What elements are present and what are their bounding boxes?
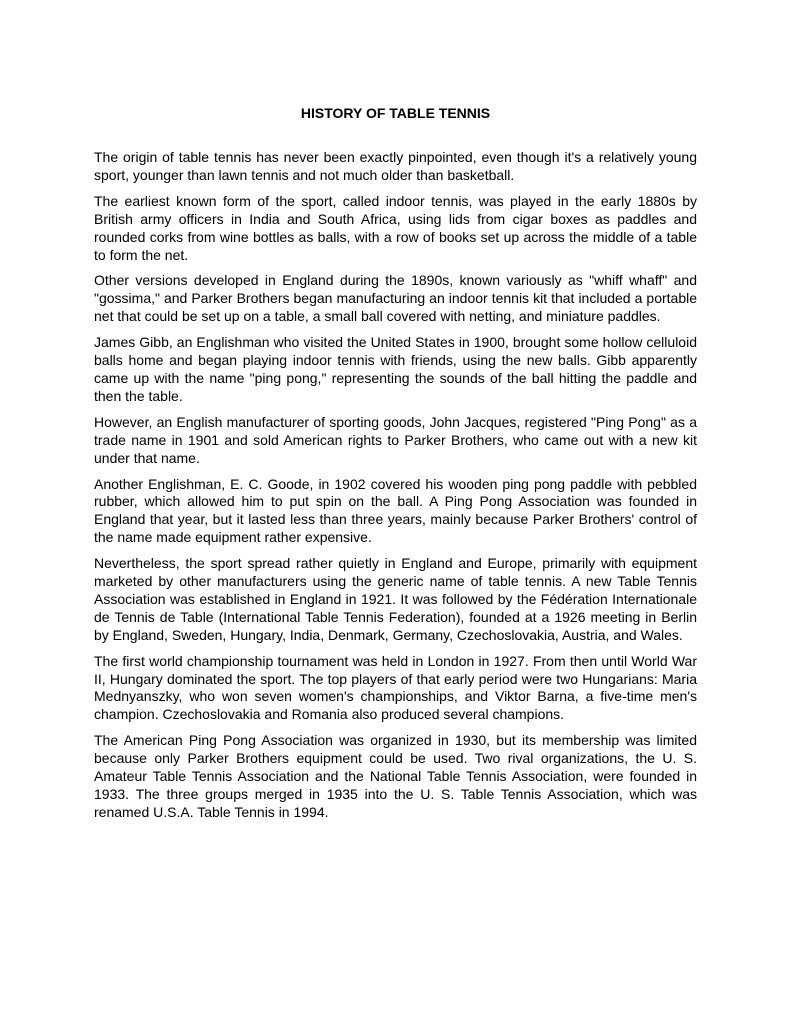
document-page [94,104,697,830]
paragraph-spread-europe: Nevertheless, the sport spread rather quietly in England and Europe, primarily with equipment marketed by other manufacturers using the generic name of table tennis. A new Table Tennis Association was established in England in 1921. It was followed by the Fédération Internationale de Tennis de Table (International Table Tennis Federation), founded at a 1926 meeting in Berlin by England, Sweden, Hungary, India, Denmark, Germany, Czechoslovakia, Austria, and Wales. [94,555,697,643]
paragraph-indoor-tennis: The earliest known form of the sport, called indoor tennis, was played in the early 1880s by British army officers in India and South Africa, using lids from cigar boxes as paddles and rounded corks from wine bottles as balls, with a row of books set up across the middle of a table to form the net. [94,192,697,263]
paragraph-1890s-versions: Other versions developed in England during the 1890s, known variously as "whiff whaff" and "gossima," and Parker Brothers began manufacturing an indoor tennis kit that included a portable net that could be set up on a table, a small ball covered with netting, and miniature paddles. [94,272,697,325]
paragraph-john-jacques: However, an English manufacturer of sporting goods, John Jacques, registered "Ping Pong" as a trade name in 1901 and sold American rights to Parker Brothers, who came out with a new kit under that name. [94,413,697,466]
document-title: HISTORY OF TABLE TENNIS [300,105,491,121]
paragraph-world-championship: The first world championship tournament was held in London in 1927. From then until World War II, Hungary dominated the sport. The top players of that early period were two Hungarians: Maria Mednyanszky, who won seven women's championships, and Viktor Barna, a five-time men's champion. Czechoslovakia and Romania also produced several champions. [94,652,697,723]
paragraph-origin: The origin of table tennis has never been exactly pinpointed, even though it's a relatively young sport, younger than lawn tennis and not much older than basketball. [94,149,697,183]
paragraph-american-association: The American Ping Pong Association was organized in 1930, but its membership was limited because only Parker Brothers equipment could be used. Two rival organizations, the U. S. Amateur Table Tennis Association and the National Table Tennis Association, were founded in 1933. The three groups merged in 1935 into the U. S. Table Tennis Association, which was renamed U.S.A. Table Tennis in 1994. [94,732,697,820]
paragraph-james-gibb: James Gibb, an Englishman who visited the United States in 1900, brought some hollow celluloid balls home and began playing indoor tennis with friends, using the new balls. Gibb apparently came up with the name "ping pong," representing the sounds of the ball hitting the paddle and then the table. [94,334,697,404]
paragraph-ec-goode: Another Englishman, E. C. Goode, in 1902 covered his wooden ping pong paddle with pebbled rubber, which allowed him to put spin on the ball. A Ping Pong Association was founded in England that year, but it lasted less than three years, mainly because Parker Brothers' control of the name made equipment rather expensive. [94,475,697,546]
